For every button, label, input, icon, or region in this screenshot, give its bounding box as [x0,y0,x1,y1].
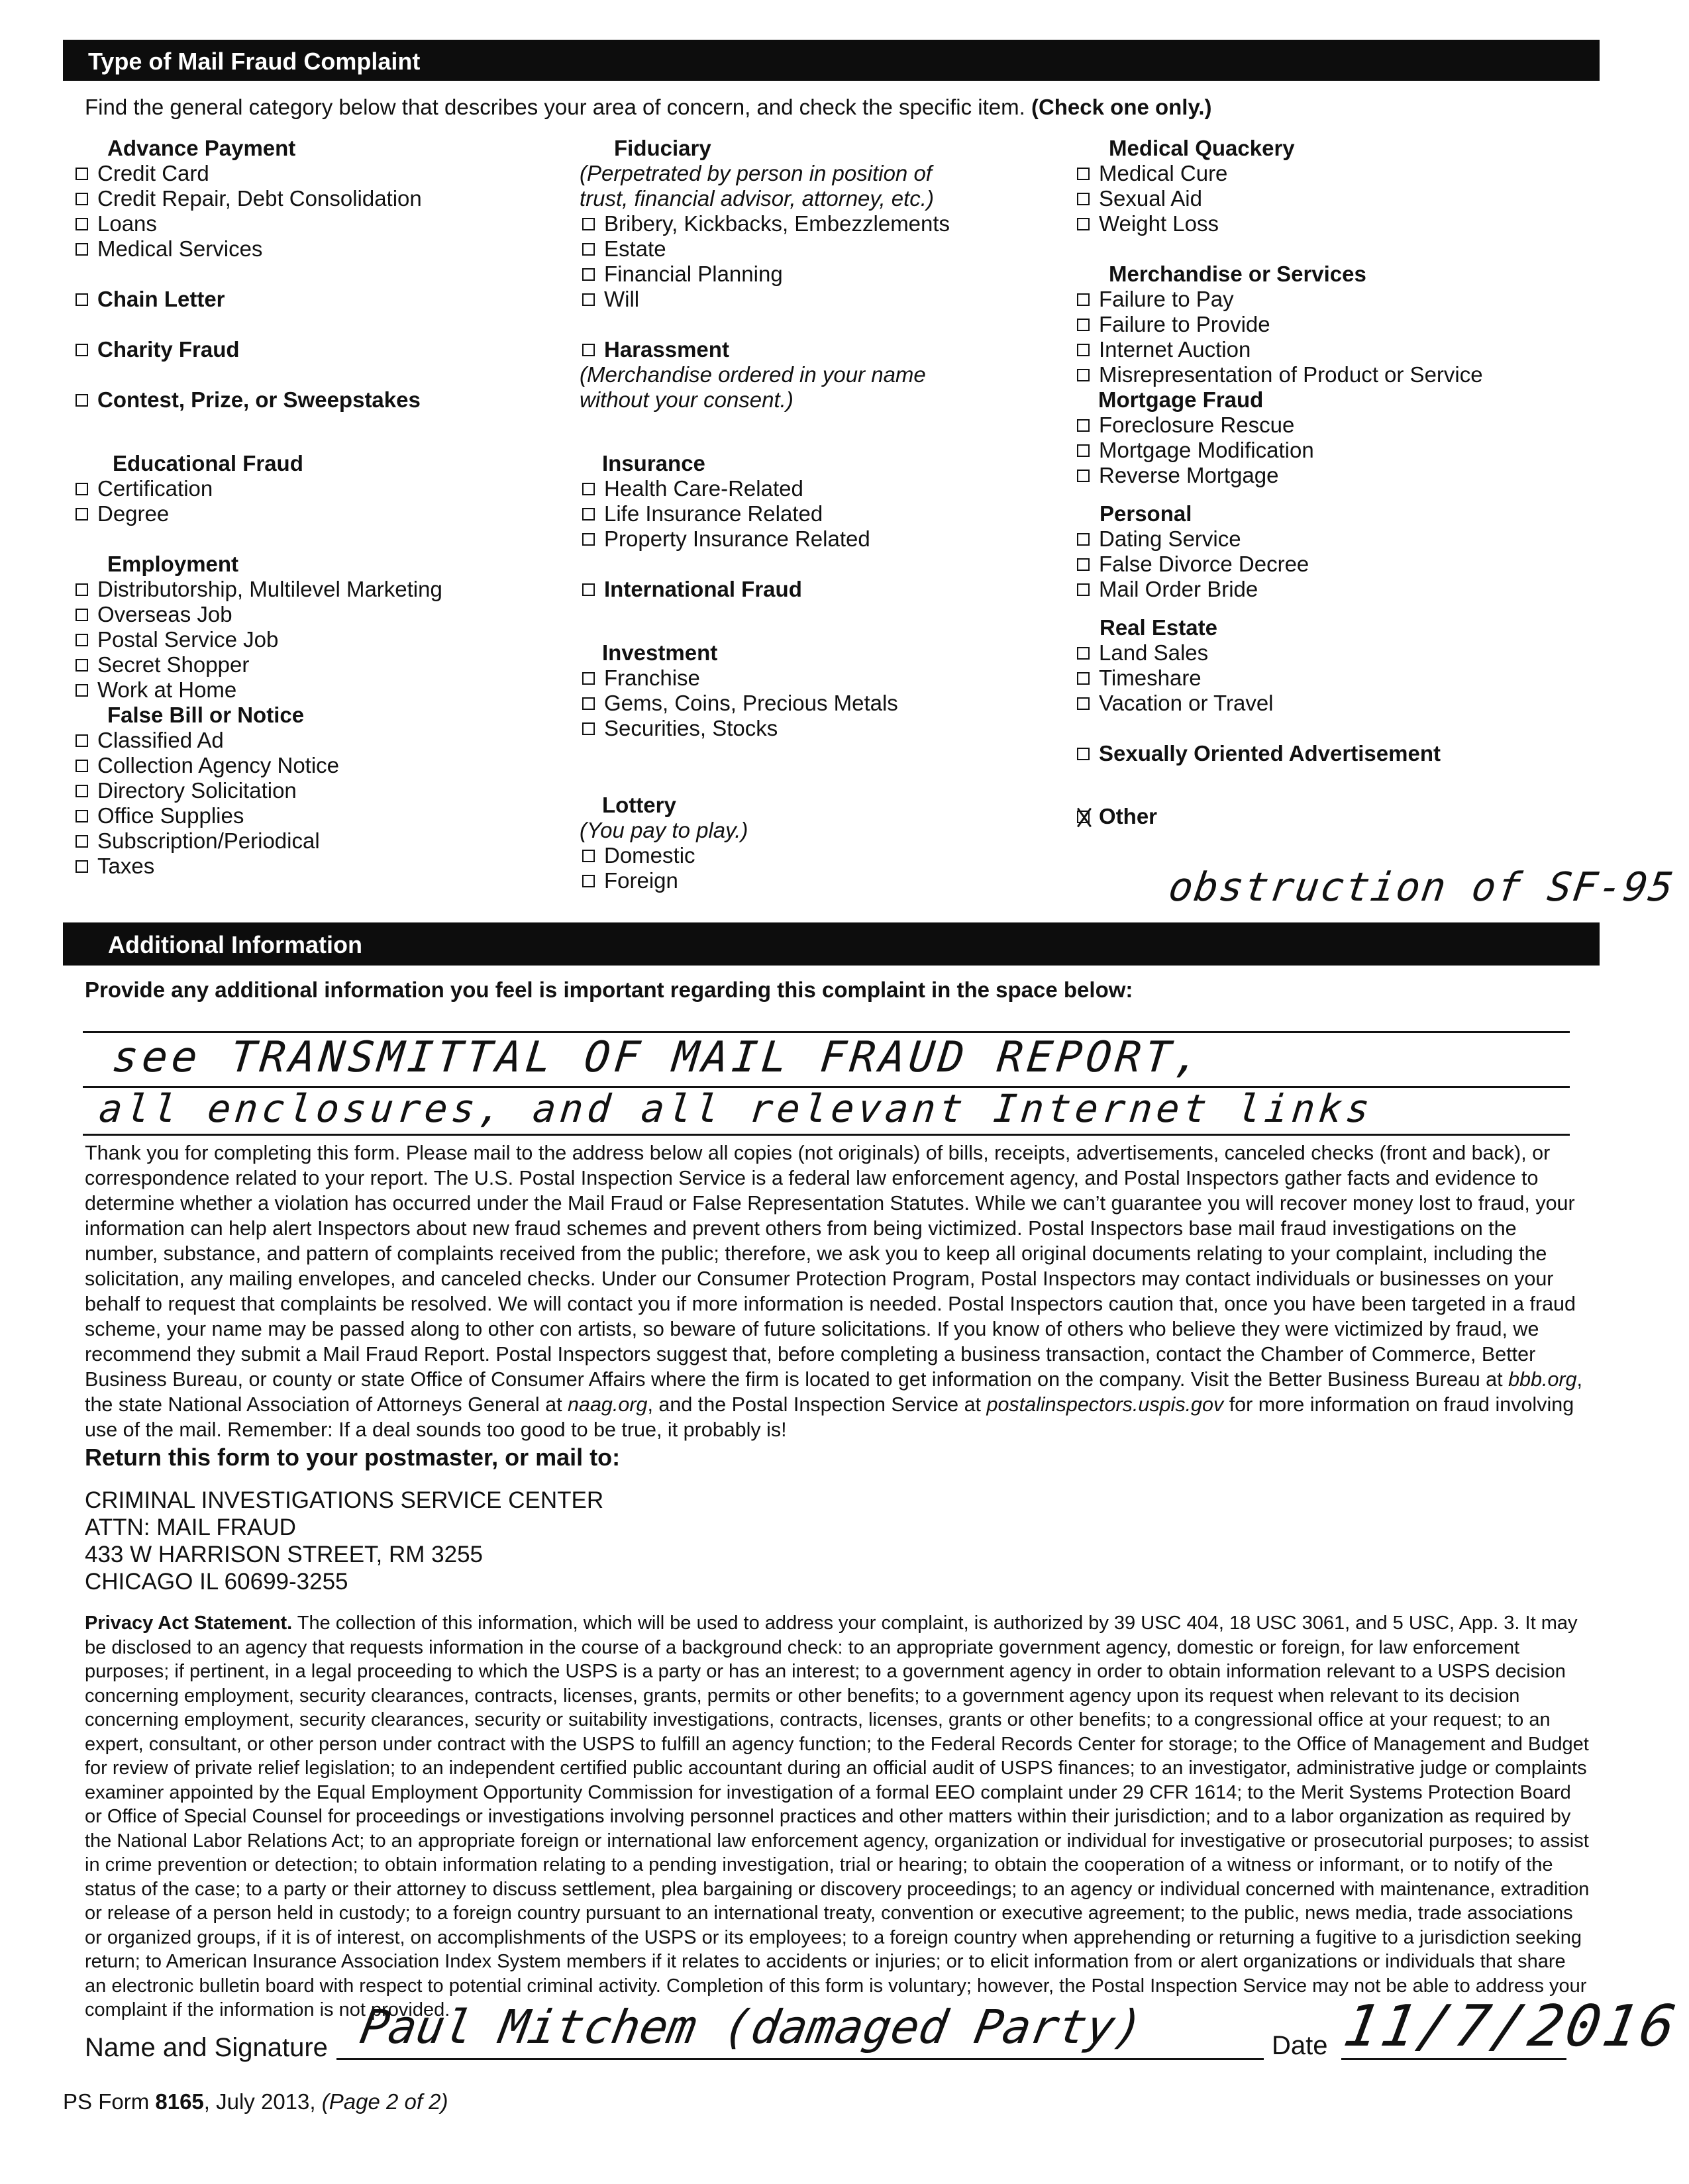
checkbox[interactable] [582,483,595,495]
privacy-act-statement: Privacy Act Statement. The collection of this information, which will be used to address your complaint, is authorized by 39 USC 404, 18 USC 3061, and 5 USC, App. 3. It may be disclosed to an agency that requests information in the course of a background check: to an appropriate government agency, domestic or foreign, for law enforcement purposes; if pertinent, in a legal proceeding to which the USPS is a party or has an interest; to a government agency in order to obtain information relevant to a USPS decision concerning employment, security clearances, contracts, licenses, grants, permits or other benefits; to a government agency upon its request when relevant to its decision concerning employment, security clearances, security or suitability investigations, contracts, licenses, grants or other benefits; to a congressional office at your request; to an expert, consultant, or other person under contract with the USPS to fulfill an agency function; to the Federal Records Center for storage; to the Office of Management and Budget for review of private relief legislation; to an independent certified public accountant during an official audit of USPS finances; to an investigator, administrative judge or complaints examiner appointed by the Equal Employment Opportunity Commission for investigation of a formal EEO complaint under 29 CFR 1614; to the Merit Systems Protection Board or Office of Special Counsel for proceedings or investigations involving personnel practices and other matters within their jurisdiction; and to a labor organization as required by the National Labor Relations Act; to an appropriate foreign or international law enforcement agency, organization or individual for investigative or prosecutorial purposes; to assist in crime prevention or detection; to obtain information relating to a pending investigation, trial or hearing; to obtain the cooperation of a witness or informant, or to notify of the status of the case; to a party or their attorney to discuss settlement, plea bargaining or discovery proceedings; to an agency or individual concerned with maintenance, extradition or release of a person held in custody; to a foreign country pursuant to an international treaty, convention or executive agreement; to the public, news media, trade associations or organized groups, if it is of interest, on accomplishments of the USPS or its employees; to a foreign country when apprehending or returning a fugitive to a jurisdiction seeking return; to American Insurance Association Index System members if it relates to accidents or injuries; or to elicit information from or alert organizations or individuals that share an electronic bulletin board with respect to potential criminal activity. Completion of this form is voluntary; however, the Postal Inspection Service may not be able to address your complaint if the information is not provided. [85,1613,1590,2020]
group-title: Advance Payment [107,136,296,160]
group-insurance [580,451,1103,552]
option-failure-to-provide[interactable]: Failure to Provide [1074,312,1591,337]
group-fiduciary [580,136,1103,312]
checkbox[interactable] [1077,533,1090,546]
group-subtitle: (Merchandise ordered in your name [580,362,926,387]
option-vacation-travel[interactable]: Vacation or Travel [1074,691,1591,716]
checkbox[interactable] [1077,558,1090,571]
postal-inspectors-link[interactable]: postalinspectors.uspis.gov [986,1393,1224,1416]
checkbox[interactable] [1077,748,1090,760]
page-indicator: (Page 2 of 2) [321,2089,448,2114]
option-other[interactable]: Other [1074,804,1591,829]
privacy-heading: Privacy Act Statement. [85,1613,293,1634]
section-title: Type of Mail Fraud Complaint [88,48,421,75]
option-land-sales[interactable]: Land Sales [1074,640,1591,666]
option-secret-shopper[interactable]: Secret Shopper [73,652,589,677]
group-real-estate [1074,615,1591,716]
checkbox[interactable] [582,268,595,281]
signature-line [336,2058,1264,2060]
writing-line [83,1134,1570,1136]
option-weight-loss[interactable]: Weight Loss [1074,211,1591,236]
option-internet-auction[interactable]: Internet Auction [1074,337,1591,362]
option-postal-service-job[interactable]: Postal Service Job [73,627,589,652]
group-subtitle: trust, financial advisor, attorney, etc.) [580,186,934,211]
checkbox[interactable] [582,875,595,887]
group-title: Insurance [602,451,705,475]
checkbox[interactable] [1077,293,1090,306]
option-sexually-oriented[interactable]: Sexually Oriented Advertisement [1074,741,1591,766]
group-title: Fiduciary [614,136,711,160]
group-false-bill [73,703,589,879]
checkbox-checked[interactable] [1077,811,1090,823]
option-dating-service[interactable]: Dating Service [1074,526,1591,552]
checkbox[interactable] [76,583,88,596]
option-gems[interactable]: Gems, Coins, Precious Metals [580,691,1103,716]
address-line: ATTN: MAIL FRAUD [85,1514,296,1540]
option-taxes[interactable]: Taxes [73,854,589,879]
option-collection-agency[interactable]: Collection Agency Notice [73,753,589,778]
option-medical-cure[interactable]: Medical Cure [1074,161,1591,186]
checkbox[interactable] [1077,697,1090,710]
checkbox[interactable] [1077,218,1090,230]
option-classified-ad[interactable]: Classified Ad [73,728,589,753]
checkbox[interactable] [76,218,88,230]
checkbox[interactable] [582,850,595,862]
instructions-emphasis: (Check one only.) [1031,95,1212,119]
section-header-complaint-type [63,40,1600,81]
checkbox[interactable] [582,583,595,596]
thank-you-paragraph: Thank you for completing this form. Please mail to the address below all copies (not originals) of bills, receipts, advertisements, canceled checks (front and back), or correspondence related to your report. The U.S. Postal Inspection Service is a federal law enforcement agency, and Postal Inspectors gather facts and evidence to determine whether a violation has occurred under the Mail Fraud or False Representation Statutes. While we can’t guarantee you will recover money lost to fraud, your information can help alert Inspectors about new fraud schemes and prevent others from being victimized. Postal Inspectors base mail fraud investigations on the number, substance, and pattern of complaints received from the public; therefore, we ask you to keep all original documents relating to your complaint, including the solicitation, any mailing envelopes, and canceled checks. Under our Consumer Protection Program, Postal Inspectors may contact individuals or businesses on your behalf to request that complaints be resolved. We will contact you if more information is needed. Postal Inspectors caution that, once you have been targeted in a fraud scheme, your name may be passed along to other con artists, so beware of future solicitations. If you know of others who believe they were victimized by fraud, we recommend they submit a Mail Fraud Report. Postal Inspectors suggest that, before completing a business transaction, contact the Chamber of Commerce, Better Business Bureau, or county or state Office of Consumer Affairs where the firm is located to get information on the company. Visit the Better Business Bureau at bbb.org, the state National Association of Attorneys General at naag.org, and the Postal Inspection Service at postalinspectors.uspis.gov for more information on fraud involving use of the mail. Remember: If a deal sounds too good to be true, it probably is! [85,1142,1583,1441]
column-2 [580,136,1103,893]
group-title: Employment [107,552,239,576]
option-foreclosure-rescue[interactable]: Foreclosure Rescue [1074,413,1591,438]
group-educational-fraud [73,451,589,526]
checkbox[interactable] [1077,193,1090,205]
column-3 [1074,136,1591,829]
checkbox[interactable] [76,483,88,495]
checkbox[interactable] [76,860,88,873]
option-bribery[interactable]: Bribery, Kickbacks, Embezzlements [580,211,1103,236]
instructions [85,95,1212,120]
address-line: CHICAGO IL 60699-3255 [85,1569,348,1595]
group-title: False Bill or Notice [107,703,305,727]
checkbox[interactable] [76,193,88,205]
checkbox[interactable] [1077,672,1090,685]
checkbox[interactable] [582,697,595,710]
group-title: Merchandise or Services [1109,262,1366,286]
option-securities[interactable]: Securities, Stocks [580,716,1103,741]
option-loans[interactable]: Loans [73,211,589,236]
group-medical-quackery [1074,136,1591,236]
option-overseas-job[interactable]: Overseas Job [73,602,589,627]
option-degree[interactable]: Degree [73,501,589,526]
additional-info-prompt: Provide any additional information you feel is important regarding this complaint in the space below: [85,977,1133,1002]
option-financial-planning[interactable]: Financial Planning [580,262,1103,287]
checkbox[interactable] [76,293,88,306]
checkbox[interactable] [582,533,595,546]
return-heading: Return this form to your postmaster, or mail to: [85,1444,621,1471]
checkbox[interactable] [582,672,595,685]
option-office-supplies[interactable]: Office Supplies [73,803,589,828]
checkbox[interactable] [1077,444,1090,457]
signature-handwritten[interactable]: Paul Mitchem (damaged Party) [356,2000,1148,2054]
group-title: Personal [1100,501,1192,526]
checkbox[interactable] [1077,647,1090,660]
group-title: Real Estate [1100,615,1217,640]
checkbox[interactable] [76,760,88,772]
address-line: 433 W HARRISON STREET, RM 3255 [85,1542,483,1567]
option-estate[interactable]: Estate [580,236,1103,262]
checkbox[interactable] [76,634,88,646]
additional-info-line-2[interactable]: all enclosures, and all relevant Internet links [97,1086,1376,1131]
address-line: CRIMINAL INVESTIGATIONS SERVICE CENTER [85,1487,604,1513]
checkbox[interactable] [582,218,595,230]
group-title: Lottery [602,793,676,817]
checkbox[interactable] [582,508,595,521]
option-directory-solicitation[interactable]: Directory Solicitation [73,778,589,803]
instructions-text: Find the general category below that describes your area of concern, and check the specific item. [85,95,1025,119]
option-contest[interactable]: Contest, Prize, or Sweepstakes [73,387,589,413]
group-merchandise [1074,262,1591,387]
group-subtitle: (Perpetrated by person in position of [580,161,932,185]
other-description-handwritten[interactable]: obstruction of SF-95 [1166,864,1678,911]
checkbox[interactable] [1077,369,1090,381]
checkbox[interactable] [76,168,88,180]
option-subscription[interactable]: Subscription/Periodical [73,828,589,854]
option-misrepresentation[interactable]: Misrepresentation of Product or Service [1074,362,1591,387]
name-signature-label: Name and Signature [85,2033,328,2062]
option-harassment[interactable]: Harassment [580,337,1103,362]
checkbox[interactable] [76,659,88,671]
checkbox[interactable] [76,734,88,747]
date-label: Date [1272,2031,1328,2060]
checkbox[interactable] [582,243,595,256]
column-1 [73,136,589,879]
option-will[interactable]: Will [580,287,1103,312]
checkbox[interactable] [1077,470,1090,482]
checkbox[interactable] [582,293,595,306]
checkbox[interactable] [582,722,595,735]
group-title: Medical Quackery [1109,136,1295,160]
group-advance-payment [73,136,589,262]
checkbox[interactable] [76,609,88,621]
group-investment [580,640,1103,741]
group-title: Educational Fraud [113,451,303,475]
form-number: 8165 [155,2089,204,2114]
option-credit-repair[interactable]: Credit Repair, Debt Consolidation [73,186,589,211]
bbb-link[interactable]: bbb.org [1508,1368,1577,1391]
naag-link[interactable]: naag.org [568,1393,648,1416]
group-subtitle: without your consent.) [580,387,793,412]
checkbox[interactable] [76,394,88,407]
checkbox[interactable] [1077,319,1090,331]
option-life-insurance[interactable]: Life Insurance Related [580,501,1103,526]
section-header-additional-info [63,922,1600,966]
checkbox[interactable] [582,344,595,356]
checkbox[interactable] [76,508,88,521]
option-health-care[interactable]: Health Care-Related [580,476,1103,501]
group-personal [1074,501,1591,602]
group-harassment [580,337,1103,413]
option-international-fraud[interactable]: International Fraud [580,577,1103,602]
option-work-at-home[interactable]: Work at Home [73,677,589,703]
option-mail-order-bride[interactable]: Mail Order Bride [1074,577,1591,602]
option-reverse-mortgage[interactable]: Reverse Mortgage [1074,463,1591,488]
group-employment [73,552,589,703]
checkbox[interactable] [76,810,88,822]
date-handwritten[interactable]: 11/7/2016 [1339,1993,1683,2060]
option-charity-fraud[interactable]: Charity Fraud [73,337,589,362]
checkbox[interactable] [1077,344,1090,356]
option-sexual-aid[interactable]: Sexual Aid [1074,186,1591,211]
checkbox[interactable] [1077,168,1090,180]
option-franchise[interactable]: Franchise [580,666,1103,691]
additional-info-line-1[interactable]: see TRANSMITTAL OF MAIL FRAUD REPORT, [110,1033,1207,1082]
mailing-address [85,1487,603,1595]
checkbox[interactable] [1077,583,1090,596]
option-chain-letter[interactable]: Chain Letter [73,287,589,312]
option-mortgage-modification[interactable]: Mortgage Modification [1074,438,1591,463]
option-domestic[interactable]: Domestic [580,843,1103,868]
checkbox[interactable] [1077,419,1090,432]
group-lottery [580,793,1103,893]
group-title: Investment [602,640,718,665]
group-title: Mortgage Fraud [1098,387,1264,412]
option-foreign[interactable]: Foreign [580,868,1103,893]
option-medical-services[interactable]: Medical Services [73,236,589,262]
checkbox[interactable] [76,243,88,256]
option-timeshare[interactable]: Timeshare [1074,666,1591,691]
group-subtitle: (You pay to play.) [580,818,748,842]
form-footer: PS Form 8165, July 2013, (Page 2 of 2) [63,2089,448,2114]
option-credit-card[interactable]: Credit Card [73,161,589,186]
section-title: Additional Information [108,931,362,958]
option-false-divorce[interactable]: False Divorce Decree [1074,552,1591,577]
option-property-insurance[interactable]: Property Insurance Related [580,526,1103,552]
group-mortgage [1074,387,1591,488]
checkbox[interactable] [76,684,88,697]
checkbox[interactable] [76,344,88,356]
option-certification[interactable]: Certification [73,476,589,501]
checkbox[interactable] [76,835,88,848]
checkbox[interactable] [76,785,88,797]
option-distributorship[interactable]: Distributorship, Multilevel Marketing [73,577,589,602]
option-failure-to-pay[interactable]: Failure to Pay [1074,287,1591,312]
